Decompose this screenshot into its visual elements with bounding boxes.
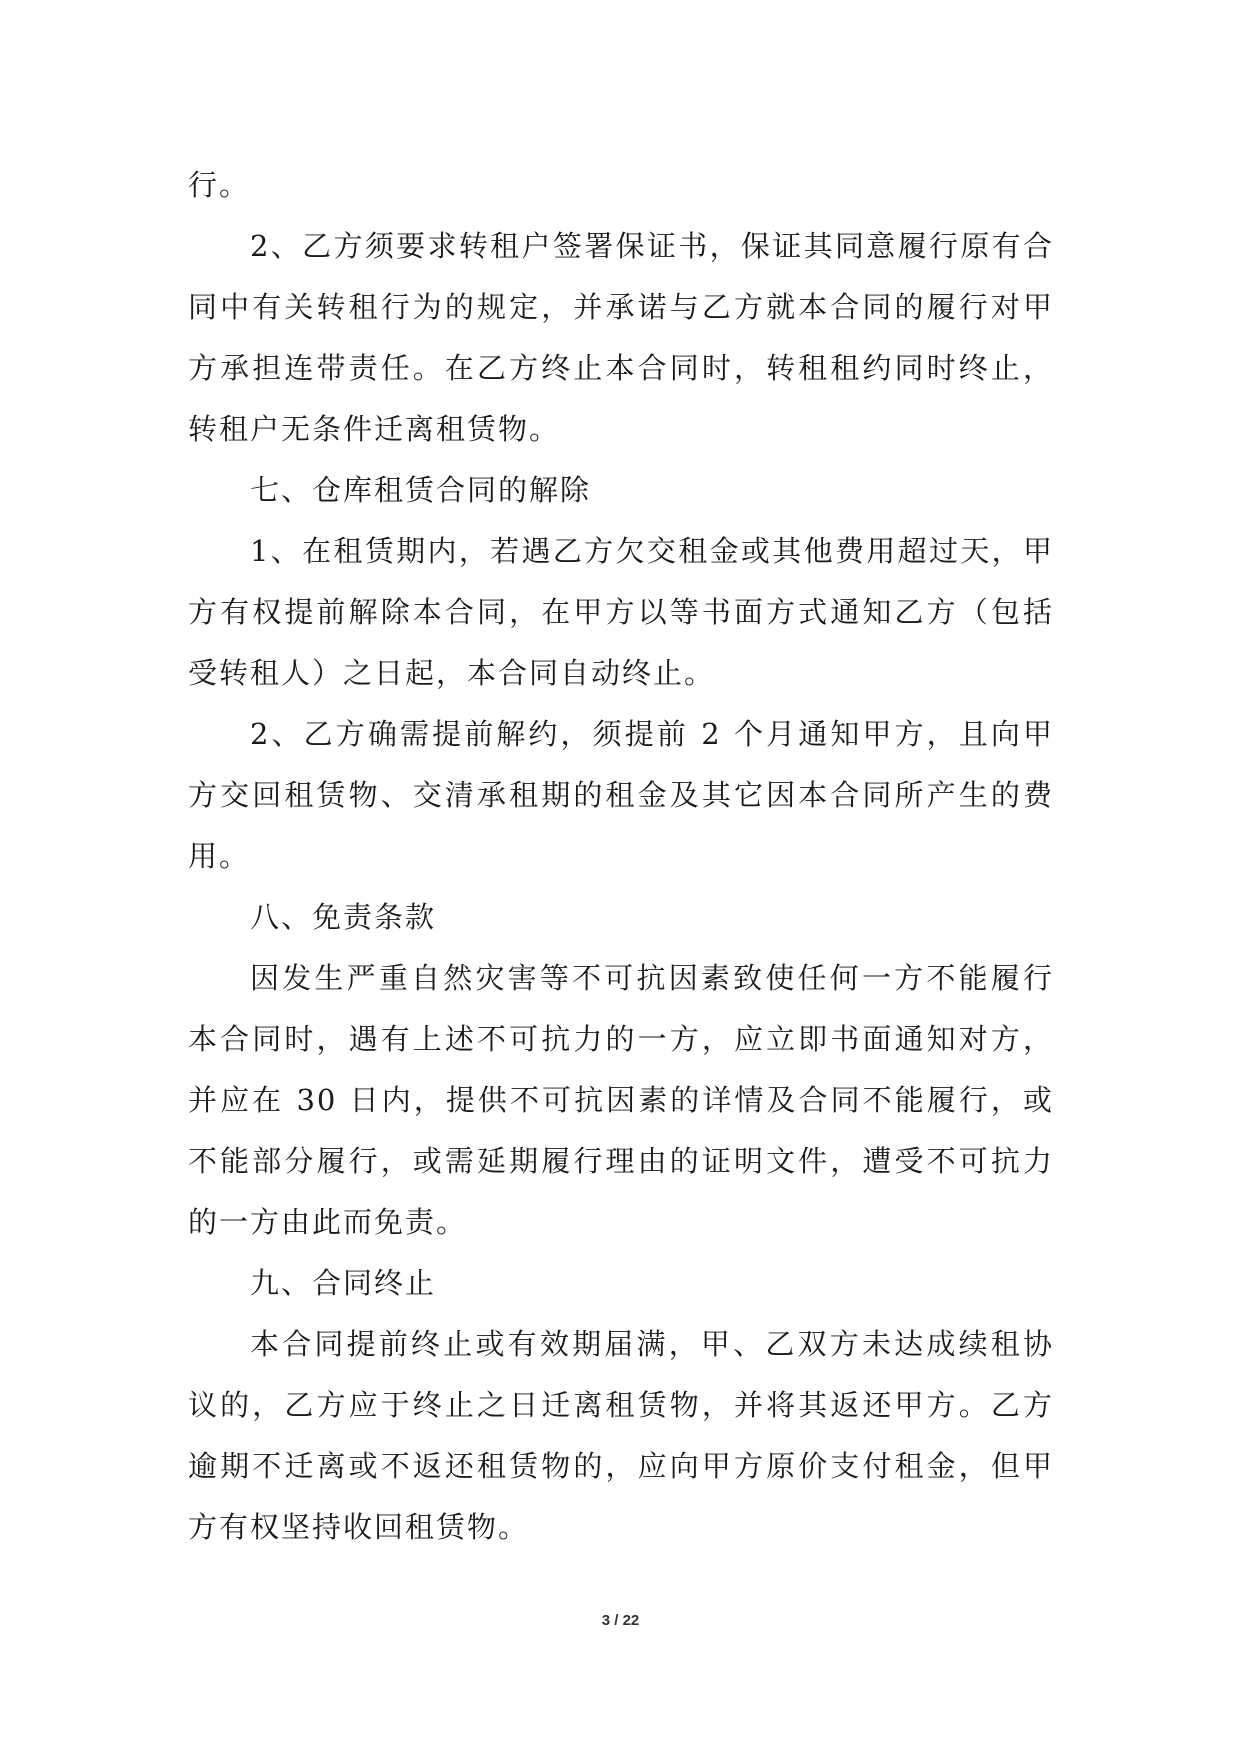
- section-heading-7: 七、仓库租赁合同的解除: [250, 473, 592, 507]
- paragraph-force-majeure: 因发生严重自然灾害等不可抗因素致使任何一方不能履行本合同时，遇有上述不可抗力的一方，应立即书面通知对方，并应在 30 日内，提供不可抗因素的详情及合同不能履行，或不能部分履行，或需延期履行理由的证明文件，遭受不可抗力的一方由此而免责。: [188, 961, 1054, 1239]
- page-number: 3 / 22: [601, 1612, 640, 1629]
- paragraph-continuation: 行。: [188, 168, 251, 202]
- paragraph-subclause-2-early-cancel: 2、乙方确需提前解约，须提前 2 个月通知甲方，且向甲方交回租赁物、交清承租期的租金及其它因本合同所产生的费用。: [188, 717, 1054, 873]
- paragraph-subclause-1-termination: 1、在租赁期内，若遇乙方欠交租金或其他费用超过天，甲方有权提前解除本合同，在甲方以等书面方式通知乙方（包括受转租人）之日起，本合同自动终止。: [188, 534, 1054, 690]
- document-body: [188, 155, 1054, 1558]
- section-heading-9: 九、合同终止: [250, 1266, 437, 1300]
- paragraph-subclause-2-sublease: 2、乙方须要求转租户签署保证书，保证其同意履行原有合同中有关转租行为的规定，并承诺与乙方就本合同的履行对甲方承担连带责任。在乙方终止本合同时，转租租约同时终止，转租户无条件迁离租赁物。: [188, 229, 1054, 446]
- paragraph-contract-end: 本合同提前终止或有效期届满，甲、乙双方未达成续租协议的，乙方应于终止之日迁离租赁物，并将其返还甲方。乙方逾期不迁离或不返还租赁物的，应向甲方原价支付租金，但甲方有权坚持收回租赁物。: [188, 1327, 1054, 1544]
- section-heading-8: 八、免责条款: [250, 900, 437, 934]
